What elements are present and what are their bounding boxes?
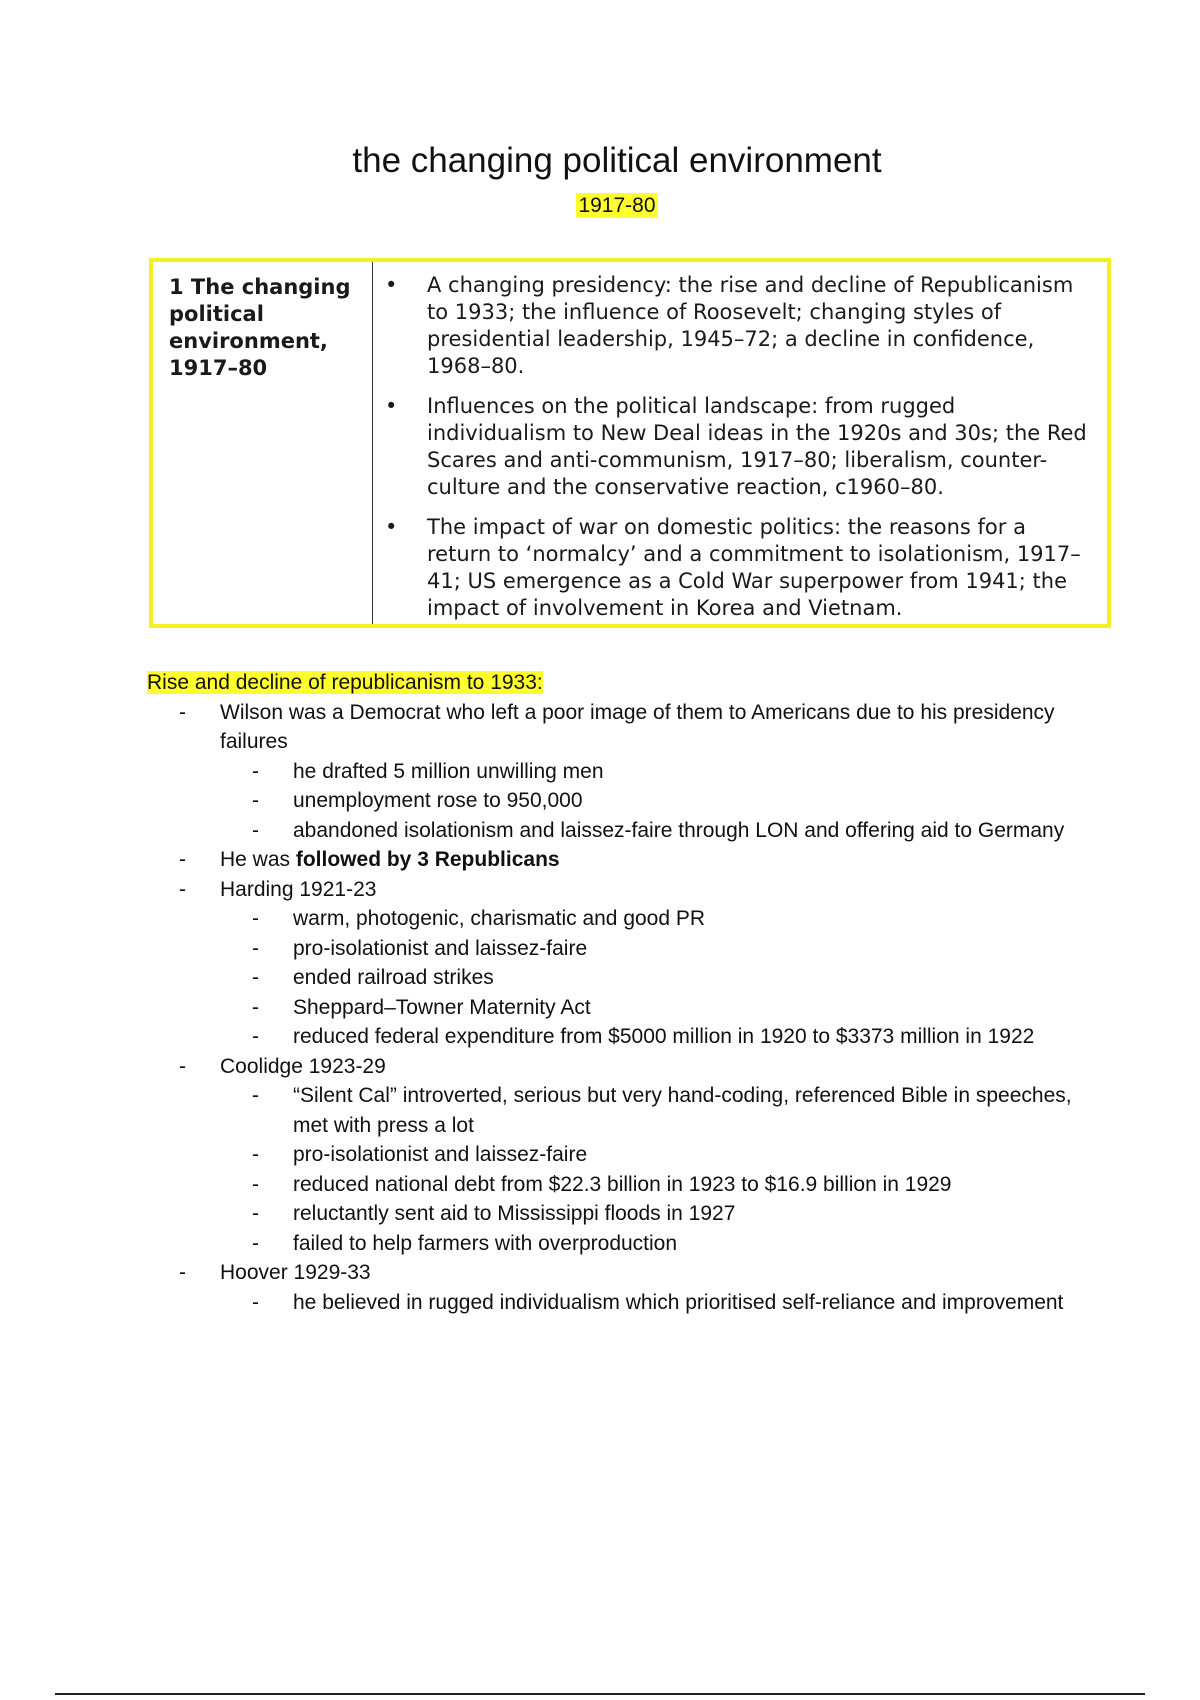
list-item [147,845,1107,875]
coolidge-point: reluctantly sent aid to Mississippi floods in 1927 [293,1202,736,1225]
dash-bullet: - [179,700,186,724]
coolidge-point: pro-isolationist and laissez-faire [293,1143,588,1166]
harding-point: ended railroad strikes [293,966,494,989]
bullet-icon: • [385,515,398,539]
list-item [147,786,1107,816]
dash-bullet: - [252,1202,259,1225]
harding-text: Harding 1921-23 [220,877,377,901]
coolidge-point: reduced national debt from $22.3 billion in 1923 to $16.9 billion in 1929 [293,1172,952,1196]
section-heading: Rise and decline of republicanism to 1933: [147,671,543,694]
list-item [147,1288,1107,1318]
coolidge-point: failed to help farmers with overproduction [293,1231,678,1255]
list-item [147,1022,1107,1052]
dash-bullet: - [252,966,259,989]
specification-box [149,258,1111,628]
list-item [147,993,1107,1023]
followed-text [220,845,1107,875]
followed-bold: followed by 3 Republicans [295,848,560,871]
harding-point: reduced federal expenditure from $5000 million in 1920 to $3373 million in 1922 [293,1025,1035,1048]
dash-bullet: - [179,1054,186,1078]
dash-bullet: - [179,877,186,901]
wilson-point: he drafted 5 million unwilling men [293,759,604,783]
dash-bullet: - [179,1261,186,1284]
list-item [147,1140,1107,1170]
list-item [147,963,1107,993]
dash-bullet: - [252,759,259,783]
dash-bullet: - [252,1172,259,1196]
notes-section [147,668,1107,1317]
list-item [147,1258,1107,1288]
dash-bullet: - [252,1231,259,1255]
dash-bullet: - [252,1025,259,1048]
dash-bullet: - [179,848,186,871]
harding-point: Sheppard–Towner Maternity Act [293,995,591,1019]
dash-bullet: - [252,936,259,960]
wilson-text: Wilson was a Democrat who left a poor image of them to Americans due to his presidency failures [220,700,1055,753]
list-item [147,1170,1107,1200]
hoover-text: Hoover 1929-33 [220,1261,371,1284]
list-item [147,698,1107,757]
list-item [147,1081,1107,1140]
spec-heading: 1 The changing political environment, 1917–80 [153,262,373,624]
list-item [147,875,1107,905]
spec-item-text: A changing presidency: the rise and decline of Republicanism to 1933; the influence of Roosevelt; changing styles of presidential leadership, 1945–72; a decline in confidence, 1968–80. [427,273,1074,378]
dash-bullet: - [252,1290,259,1314]
coolidge-text: Coolidge 1923-29 [220,1054,386,1078]
notes-heading-row [147,668,1107,698]
dash-bullet: - [252,1143,259,1166]
wilson-point: abandoned isolationism and laissez-faire through LON and offering aid to Germany [293,818,1065,842]
dash-bullet: - [252,907,259,930]
dash-bullet: - [252,995,259,1019]
spec-item [383,514,1093,622]
hoover-point: he believed in rugged individualism which prioritised self-reliance and improvement [293,1290,1064,1314]
list-item [147,1052,1107,1082]
page-title: the changing political environment [352,141,882,180]
wilson-point: unemployment rose to 950,000 [293,789,583,812]
spec-item [383,393,1093,501]
spec-item-text: The impact of war on domestic politics: the reasons for a return to ‘normalcy’ and a commitment to isolationism, 1917–41; US emergence as a Cold War superpower from 1941; the impact of involvement in Korea and Vietnam. [427,515,1081,620]
subtitle-wrap [0,194,1200,218]
date-range-highlight: 1917-80 [578,194,656,217]
coolidge-point: “Silent Cal” introverted, serious but very hand-coding, referenced Bible in speeches, met with press a lot [293,1084,1072,1137]
followed-prefix: He was [220,848,296,871]
dash-bullet: - [252,818,259,842]
harding-point: warm, photogenic, charismatic and good PR [293,907,706,930]
spec-item [383,272,1093,380]
list-item [147,904,1107,934]
bullet-icon: • [385,273,398,297]
bottom-divider [55,1693,1145,1695]
bullet-icon: • [385,394,398,418]
list-item [147,757,1107,787]
spec-item-text: Influences on the political landscape: from rugged individualism to New Deal ideas in the 1920s and 30s; the Red Scares and anti-communism, 1917–80; liberalism, counter-culture and the conservative reaction, c1960–80. [427,394,1087,499]
list-item [147,1199,1107,1229]
dash-bullet: - [252,1084,259,1107]
list-item [147,816,1107,846]
dash-bullet: - [252,789,259,812]
spec-content [373,262,1107,624]
list-item [147,934,1107,964]
harding-point: pro-isolationist and laissez-faire [293,936,588,960]
list-item [147,1229,1107,1259]
